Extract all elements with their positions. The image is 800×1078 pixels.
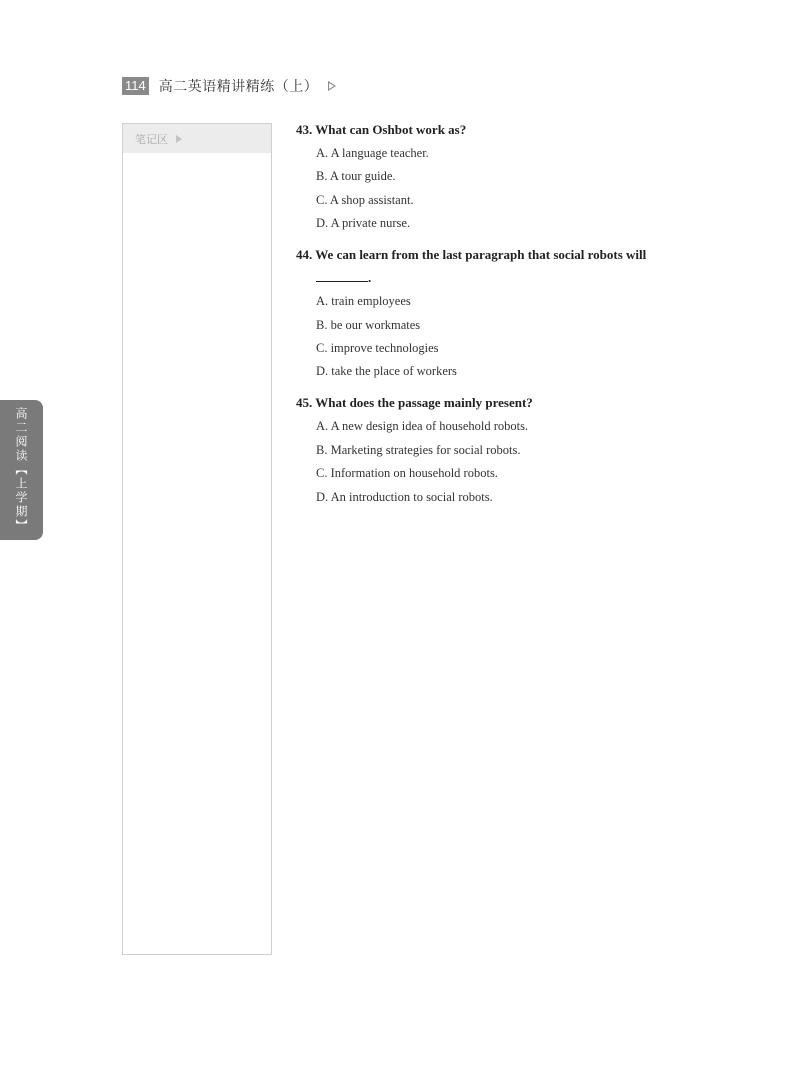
- blank-line: [316, 268, 368, 282]
- option-a: A. A new design idea of household robots.: [316, 419, 529, 434]
- triangle-right-icon: [328, 81, 336, 91]
- option-c: C. improve technologies: [316, 340, 439, 355]
- questions-section: [296, 120, 676, 519]
- page-header: [122, 76, 336, 96]
- option-b: B. Marketing strategies for social robots.: [316, 442, 521, 457]
- page-number: 114: [122, 77, 149, 95]
- notes-label: 笔记区: [135, 132, 168, 146]
- question-43: [296, 120, 676, 233]
- answer-blank: [296, 268, 676, 288]
- question-stem: 44. We can learn from the last paragraph that social robots will: [296, 247, 647, 263]
- question-stem: 43. What can Oshbot work as?: [296, 122, 467, 137]
- option-c: C. Information on household robots.: [316, 466, 498, 481]
- question-45: [296, 393, 676, 506]
- question-44: [296, 245, 676, 381]
- option-d: D. An introduction to social robots.: [316, 489, 493, 504]
- option-d: D. A private nurse.: [316, 216, 411, 231]
- option-b: B. A tour guide.: [316, 169, 396, 184]
- option-b: B. be our workmates: [316, 317, 421, 332]
- option-d: D. take the place of workers: [316, 364, 457, 379]
- watermark: [600, 812, 791, 870]
- question-stem: 45. What does the passage mainly present?: [296, 395, 533, 411]
- option-c: C. A shop assistant.: [316, 192, 414, 207]
- book-title: 高二英语精讲精练（上）: [158, 79, 319, 95]
- side-tab: [0, 400, 43, 540]
- option-a: A. train employees: [316, 294, 411, 309]
- blank-suffix: .: [368, 270, 372, 286]
- notes-header: [123, 124, 271, 153]
- notes-area: [122, 123, 272, 955]
- notes-arrow-icon: [176, 135, 182, 143]
- side-tab-label: 高二阅读【上学期】: [14, 407, 28, 533]
- option-a: A. A language teacher.: [316, 146, 429, 160]
